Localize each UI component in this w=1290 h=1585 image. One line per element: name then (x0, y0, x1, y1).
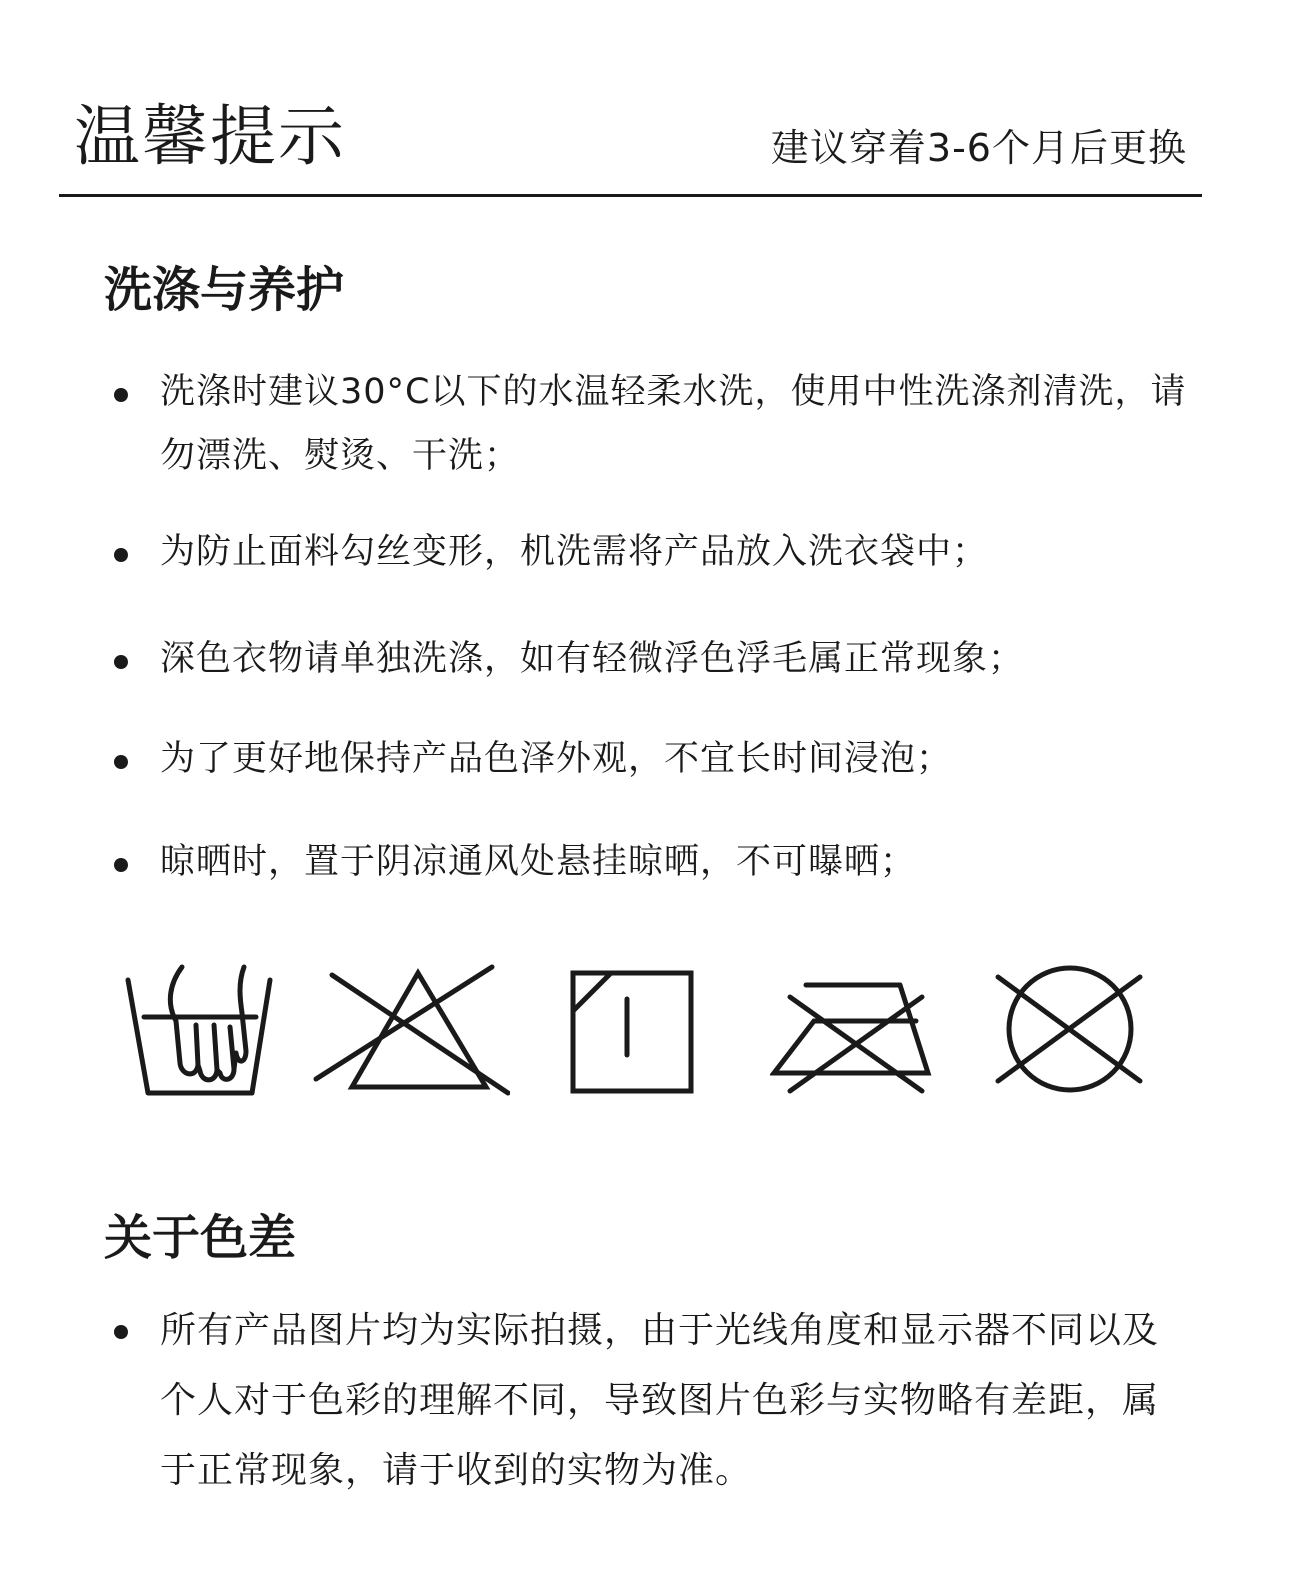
do-not-iron-icon (770, 955, 935, 1105)
list-item (104, 830, 1194, 894)
washing-section-title: 洗涤与养护 (104, 262, 345, 318)
list-item-text: 深色衣物请单独洗涤，如有轻微浮色浮毛属正常现象； (160, 639, 1025, 679)
page-title: 温馨提示 (74, 98, 346, 175)
do-not-dry-clean-icon (990, 955, 1150, 1105)
list-item-text: 为了更好地保持产品色泽外观，不宜长时间浸泡； (160, 739, 953, 779)
list-item-text: 洗涤时建议30°C以下的水温轻柔水洗，使用中性洗涤剂清洗，请勿漂洗、熨烫、干洗； (160, 372, 1187, 476)
line-dry-in-shade-icon (567, 955, 697, 1105)
color-difference-section-title: 关于色差 (104, 1210, 297, 1266)
hand-wash-icon (120, 955, 280, 1105)
list-item-text: 晾晒时，置于阴凉通风处悬挂晾晒，不可曝晒； (160, 842, 917, 882)
care-icons-row (105, 955, 1165, 1105)
list-item (104, 360, 1194, 490)
header-divider (59, 194, 1202, 197)
list-item-text: 为防止面料勾丝变形，机洗需将产品放入洗衣袋中； (160, 532, 989, 572)
bullet-dot (114, 655, 128, 669)
bullet-dot (114, 1325, 128, 1339)
page-subtitle: 建议穿着3-6个月后更换 (770, 126, 1187, 170)
bullet-dot (114, 548, 128, 562)
list-item (104, 1296, 1194, 1506)
list-item-text: 所有产品图片均为实际拍摄，由于光线角度和显示器不同以及个人对于色彩的理解不同，导致图片色彩与实物略有差距，属于正常现象，请于收到的实物为准。 (160, 1310, 1160, 1491)
bullet-dot (114, 755, 128, 769)
do-not-bleach-icon (310, 955, 510, 1105)
list-item (104, 727, 1194, 791)
list-item (104, 627, 1194, 691)
bullet-dot (114, 388, 128, 402)
list-item (104, 520, 1194, 584)
bullet-dot (114, 858, 128, 872)
